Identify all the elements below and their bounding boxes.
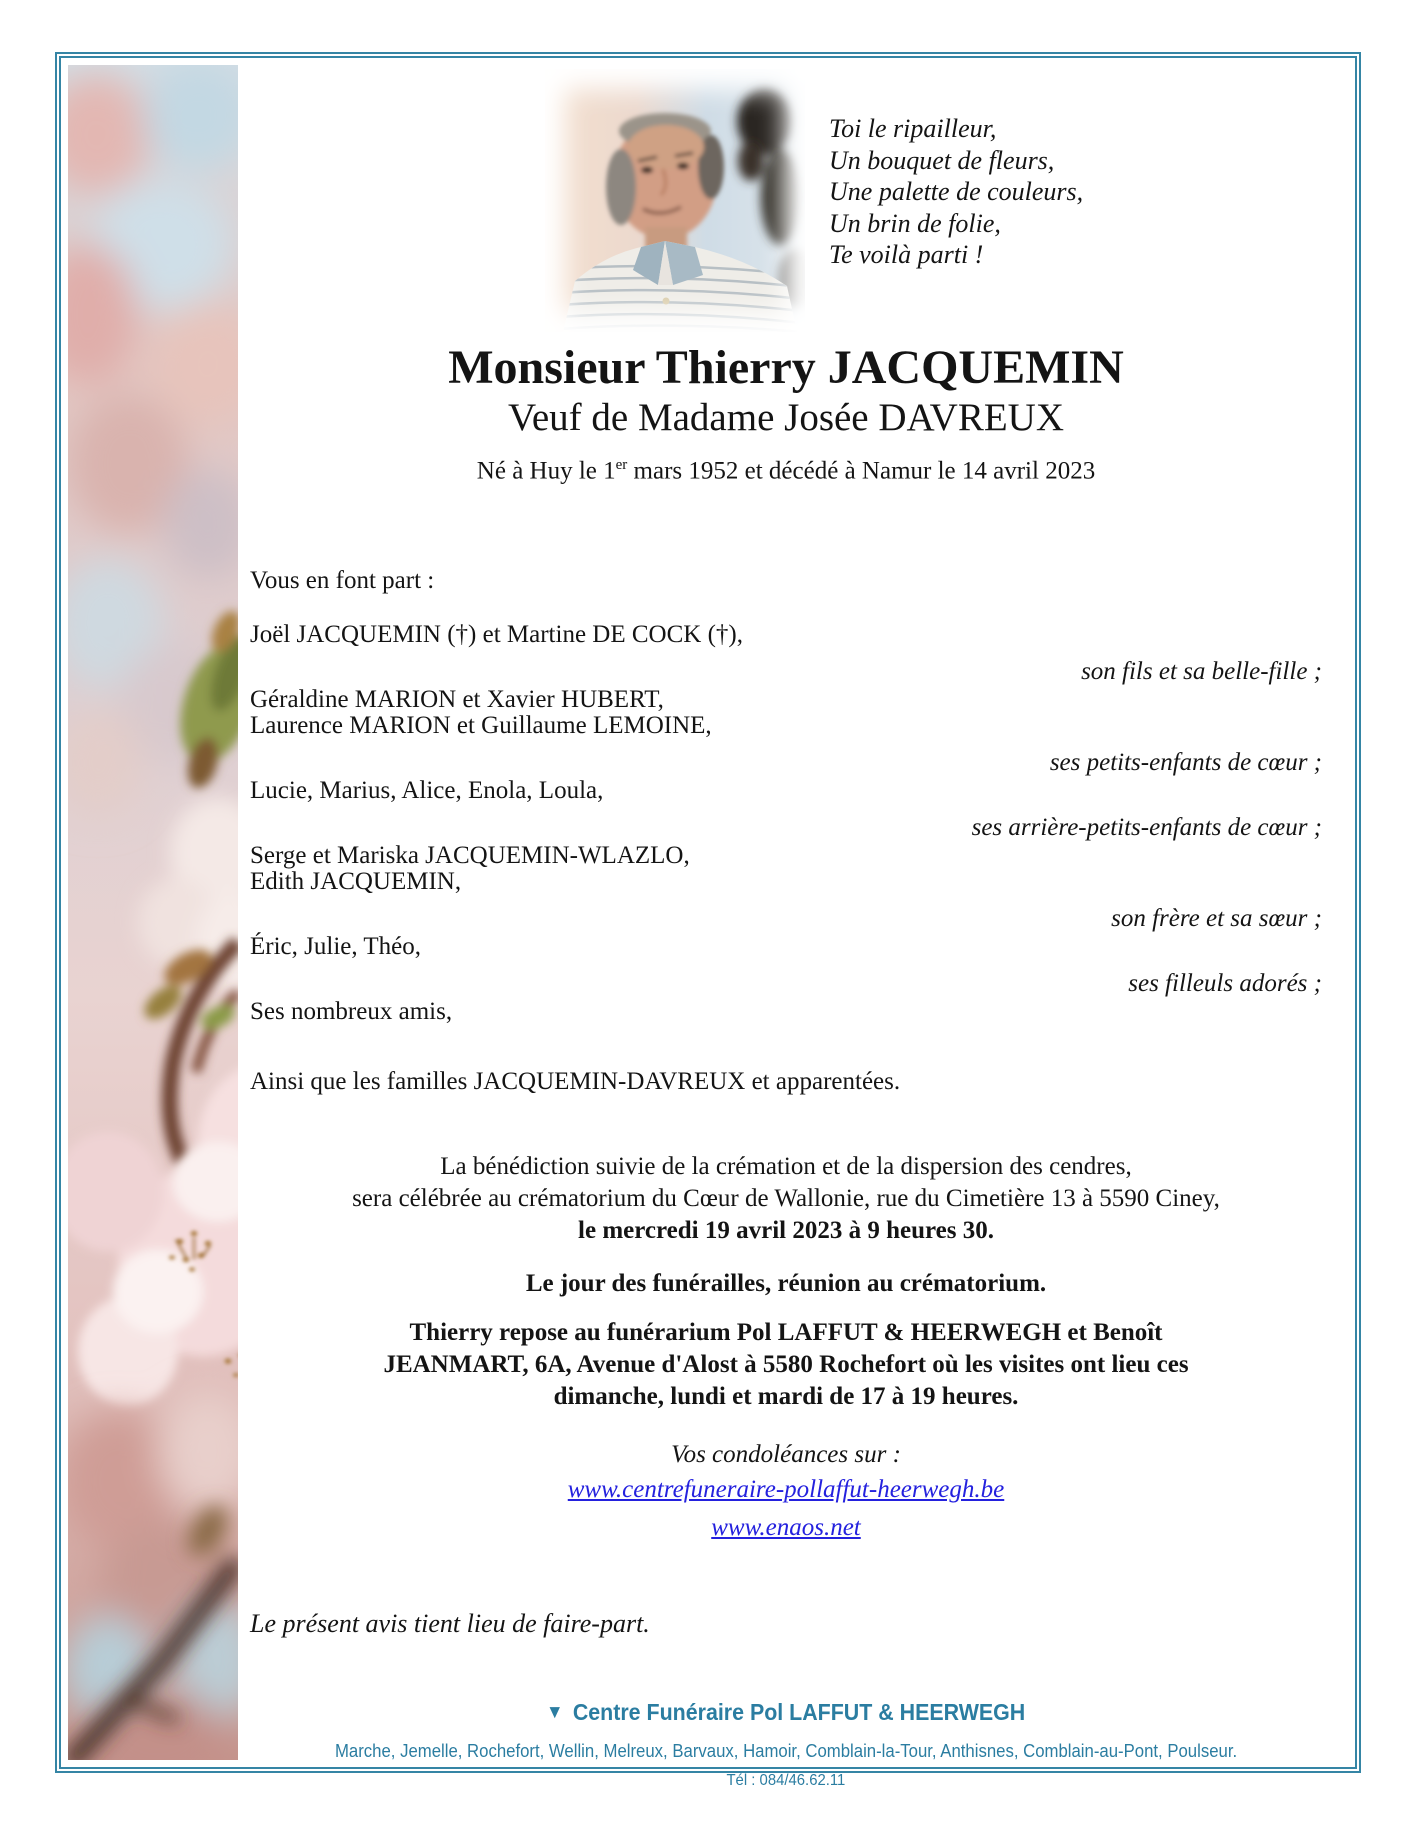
birth-death-line: Né à Huy le 1er mars 1952 et décédé à Namur le 14 avril 2023 bbox=[476, 457, 1096, 485]
blossom-photo-strip bbox=[68, 65, 238, 1760]
family-names: Serge et Mariska JACQUEMIN-WLAZLO, bbox=[250, 842, 690, 870]
announcement-intro: Vous en font part : bbox=[250, 567, 435, 595]
family-names: Edith JACQUEMIN, bbox=[250, 868, 462, 896]
family-entry bbox=[250, 999, 1322, 1025]
repose-line: JEANMART, 6A, Avenue d'Alost à 5580 Rochefort où les visites ont lieu ces bbox=[383, 1351, 1189, 1379]
family-entry bbox=[250, 934, 1322, 997]
family-entry bbox=[250, 622, 1322, 685]
condolences-link-line bbox=[250, 1474, 1322, 1509]
family-names: Laurence MARION et Guillaume LEMOINE, bbox=[250, 712, 712, 740]
poem-line: Un bouquet de fleurs, bbox=[829, 145, 1055, 175]
phone-line: Tél : 084/46.62.11 bbox=[726, 1772, 846, 1790]
condolences-label: Vos condoléances sur : bbox=[671, 1441, 901, 1469]
company-line bbox=[250, 1697, 1322, 1730]
poem-line: Un brin de folie, bbox=[829, 208, 1001, 238]
ceremony-date-line: le mercredi 19 avril 2023 à 9 heures 30. bbox=[578, 1217, 994, 1245]
relationship-label: ses filleuls adorés ; bbox=[1128, 970, 1322, 998]
company-name: Centre Funéraire Pol LAFFUT & HEERWEGH bbox=[573, 1699, 1026, 1726]
page-border-frame bbox=[55, 52, 1361, 1790]
poem-line: Te voilà parti ! bbox=[829, 240, 984, 269]
poem-line: Une palette de couleurs, bbox=[829, 177, 1084, 206]
enaos-website-link[interactable]: www.enaos.net bbox=[711, 1514, 861, 1542]
family-names: Joël JACQUEMIN (†) et Martine DE COCK (†), bbox=[250, 621, 743, 649]
families-closing-line: Ainsi que les familles JACQUEMIN-DAVREUX et apparentées. bbox=[250, 1068, 901, 1096]
locations-line: Marche, Jemelle, Rochefort, Wellin, Melreux, Barvaux, Hamoir, Comblain-la-Tour, Anthisnes, Comblain-au-Pont, Poulseur. bbox=[334, 1741, 1238, 1762]
page-border-frame-inner bbox=[59, 56, 1357, 1790]
family-names: Géraldine MARION et Xavier HUBERT, bbox=[250, 686, 664, 714]
family-entry bbox=[250, 687, 1322, 776]
repose-line: dimanche, lundi et mardi de 17 à 19 heures. bbox=[553, 1383, 1019, 1411]
relationship-label: son frère et sa sœur ; bbox=[1111, 905, 1322, 933]
faire-part-notice: Le présent avis tient lieu de faire-part. bbox=[250, 1609, 650, 1639]
funeral-home-website-link[interactable]: www.centrefuneraire-pollaffut-heerwegh.be bbox=[567, 1476, 1005, 1504]
reunion-line: Le jour des funérailles, réunion au crématorium. bbox=[525, 1270, 1047, 1298]
announcement-content bbox=[238, 65, 1348, 1790]
condolences-link-line bbox=[250, 1512, 1322, 1547]
family-names: Ses nombreux amis, bbox=[250, 998, 453, 1026]
ordinal-superscript: er bbox=[615, 457, 628, 473]
photo-and-poem-row bbox=[250, 69, 1322, 334]
memorial-poem bbox=[829, 69, 1083, 334]
repose-line: Thierry repose au funérarium Pol LAFFUT & HEERWEGH et Benoît bbox=[409, 1319, 1163, 1347]
portrait-photo bbox=[545, 69, 805, 332]
family-entry bbox=[250, 778, 1322, 841]
family-entries bbox=[250, 622, 1322, 1025]
ceremony-line: La bénédiction suivie de la crémation et de la dispersion des cendres, bbox=[440, 1153, 1132, 1181]
deceased-name-title: Monsieur Thierry JACQUEMIN bbox=[448, 341, 1124, 394]
family-names: Éric, Julie, Théo, bbox=[250, 933, 422, 961]
family-names: Lucie, Marius, Alice, Enola, Loula, bbox=[250, 777, 604, 805]
poem-line: Toi le ripailleur, bbox=[829, 114, 997, 143]
relationship-label: ses petits-enfants de cœur ; bbox=[1049, 749, 1322, 777]
funeral-home-footer bbox=[250, 1697, 1322, 1791]
family-entry bbox=[250, 843, 1322, 932]
relationship-label: son fils et sa belle-fille ; bbox=[1081, 658, 1322, 686]
relationship-label: ses arrière-petits-enfants de cœur ; bbox=[971, 814, 1322, 842]
widower-subtitle: Veuf de Madame Josée DAVREUX bbox=[508, 396, 1064, 439]
triangle-logo-icon: ▼ bbox=[546, 1702, 564, 1724]
ceremony-line: sera célébrée au crématorium du Cœur de Wallonie, rue du Cimetière 13 à 5590 Ciney, bbox=[352, 1185, 1220, 1213]
